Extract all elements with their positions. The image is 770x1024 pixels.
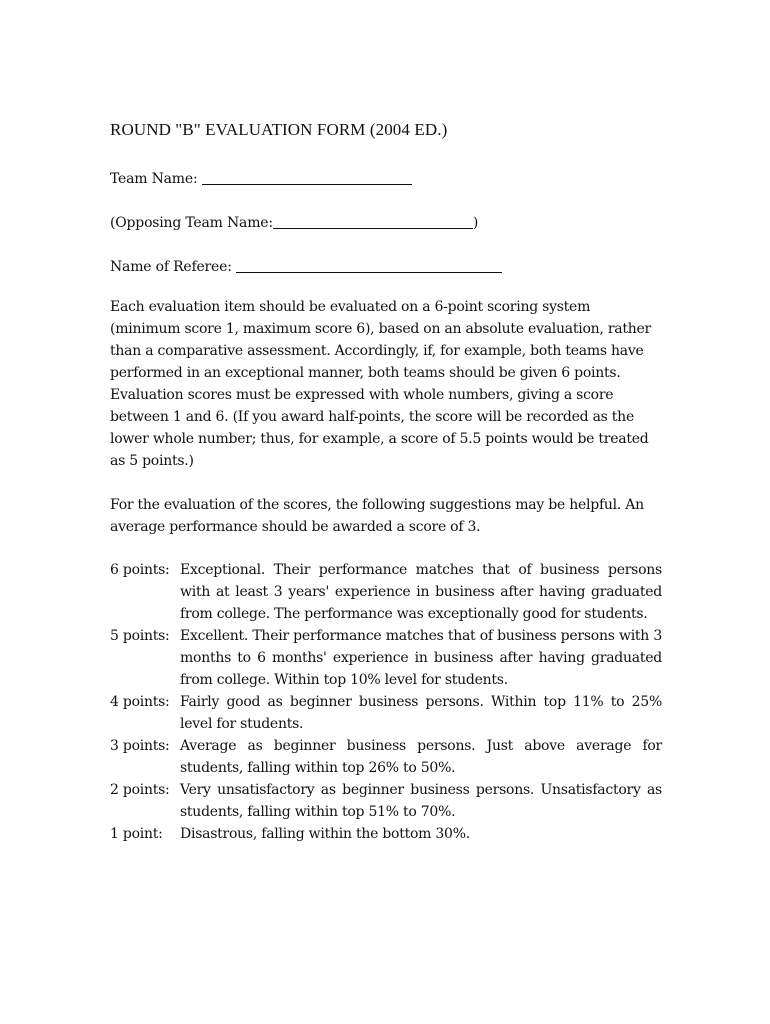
score-guide-item [110, 823, 662, 845]
team-name-label: Team Name: [110, 171, 198, 187]
score-label: 4 points: [110, 694, 170, 710]
score-guide-item [110, 735, 662, 779]
form-title: ROUND "B" EVALUATION FORM (2004 ED.) [110, 120, 448, 139]
opposing-team-name-field [110, 212, 478, 231]
referee-name-field [110, 256, 502, 275]
score-label: 6 points: [110, 562, 170, 578]
score-description: Excellent. Their performance matches that of business persons with 3 months to 6 months' experience in business after having graduated from college. Within top 10% level for students. [180, 628, 662, 688]
score-label: 1 point: [110, 826, 163, 842]
score-description: Disastrous, falling within the bottom 30%. [180, 826, 470, 842]
score-description: Exceptional. Their performance matches that of business persons with at least 3 years' experience in business after having graduated from college. The performance was exceptionally good for students. [180, 562, 662, 622]
score-label: 3 points: [110, 738, 170, 754]
opposing-team-name-blank-line[interactable] [273, 214, 473, 229]
score-label: 2 points: [110, 782, 170, 798]
opposing-team-name-close-paren: ) [472, 215, 479, 231]
team-name-blank-line[interactable] [202, 170, 412, 185]
score-guide-list [110, 559, 662, 845]
instructions-paragraph: Each evaluation item should be evaluated on a 6-point scoring system (minimum score 1, maximum score 6), based on an absolute evaluation, rather than a comparative assessment. Accordingly, if, for example, both teams have performed in an exceptional manner, both teams should be given 6 points. Evaluation scores must be expressed with whole numbers, giving a score between 1 and 6. (If you award half-points, the score will be recorded as the lower whole number; thus, for example, a score of 5.5 points would be treated as 5 points.) [110, 299, 651, 469]
score-description: Very unsatisfactory as beginner business persons. Unsatisfactory as students, falling within top 51% to 70%. [180, 782, 662, 820]
score-guide-item [110, 691, 662, 735]
referee-name-label: Name of Referee: [110, 259, 232, 275]
score-description: Average as beginner business persons. Just above average for students, falling within top 26% to 50%. [180, 738, 662, 776]
score-guide-item [110, 559, 662, 625]
score-guide-item [110, 779, 662, 823]
score-guide-item [110, 625, 662, 691]
team-name-field [110, 168, 412, 187]
score-label: 5 points: [110, 628, 170, 644]
referee-name-blank-line[interactable] [236, 258, 502, 273]
opposing-team-name-label: (Opposing Team Name: [110, 215, 273, 231]
score-description: Fairly good as beginner business persons. Within top 11% to 25% level for students. [180, 694, 662, 732]
suggestions-paragraph: For the evaluation of the scores, the following suggestions may be helpful. An average performance should be awarded a score of 3. [110, 497, 644, 535]
